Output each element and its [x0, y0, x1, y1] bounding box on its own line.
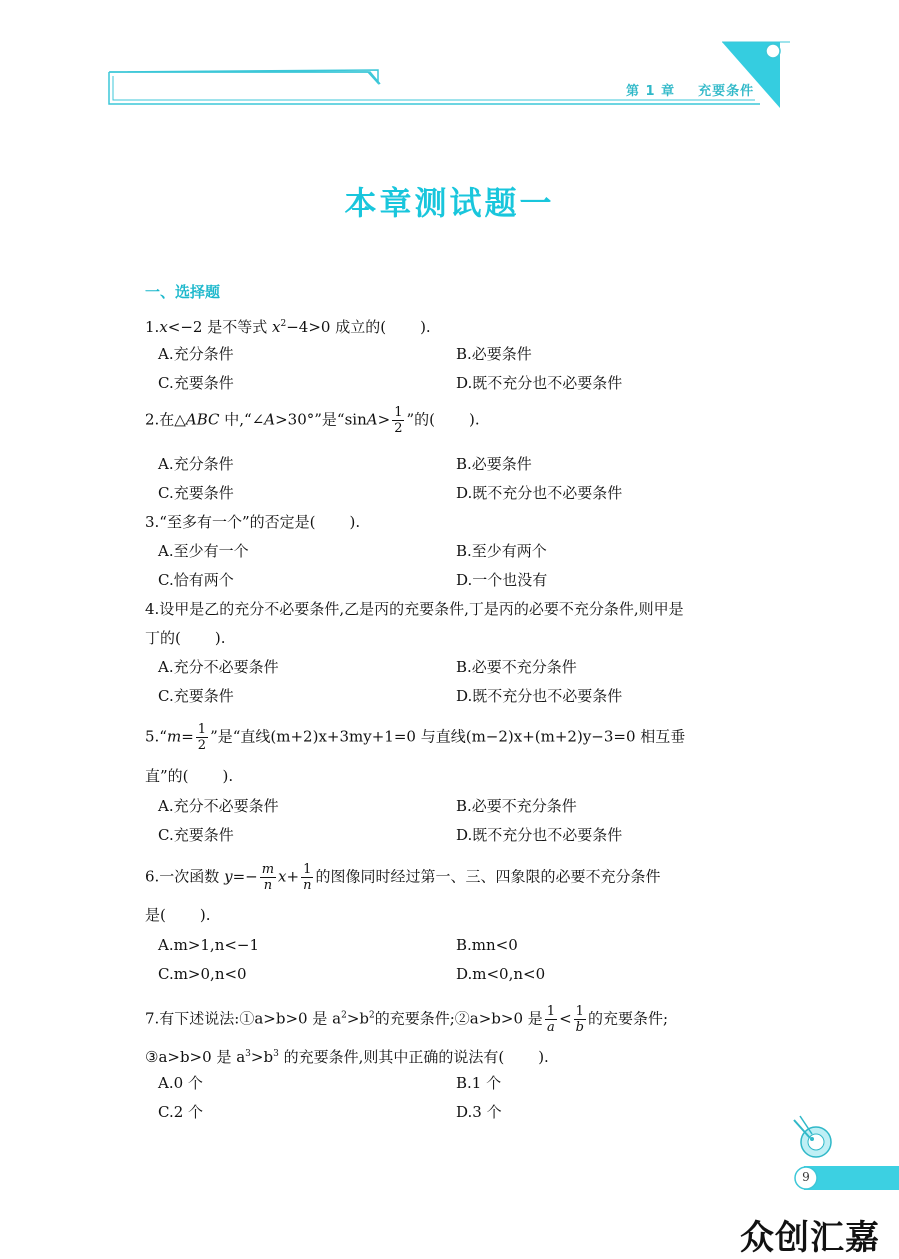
q7-option-c: C.2 个: [158, 1103, 204, 1121]
q1-option-b: B.必要条件: [456, 345, 532, 363]
q1-option-c: C.充要条件: [158, 374, 234, 392]
q7-option-a: A.0 个: [158, 1074, 203, 1092]
q1-option-a: A.充分条件: [158, 345, 234, 363]
q2-option-d: D.既不充分也不必要条件: [456, 484, 623, 502]
q6-option-d: D.m<0,n<0: [456, 965, 546, 983]
header-frame: [0, 0, 899, 130]
q7-option-b: B.1 个: [456, 1074, 502, 1092]
q2-option-b: B.必要条件: [456, 455, 532, 473]
question-2: 2.在△ABC 中,“∠A>30°”是“sinA> $\frac{1}{2}$ ”的( ).: [145, 405, 480, 436]
header-chapter: 第 1 章: [626, 84, 676, 99]
header-chapter-title: 充要条件: [698, 84, 755, 99]
page-number: 9: [802, 1170, 810, 1184]
q3-option-c: C.恰有两个: [158, 571, 234, 589]
q6-option-c: C.m>0,n<0: [158, 965, 247, 983]
question-5-line-1: 5.“m= $\frac{1}{2}$ ”是“直线(m+2)x+3my+1=0 与直线(m−2)x+(m+2)y−3=0 相互垂: [145, 722, 686, 753]
q6-option-b: B.mn<0: [456, 936, 518, 954]
q6-option-a: A.m>1,n<−1: [158, 936, 260, 954]
question-4-line-2: 丁的( ).: [145, 629, 226, 647]
question-6-line-1: 6.一次函数 y=− $\frac{m}{n}$ x+ $\frac{1}{n}$ 的图像同时经过第一、三、四象限的必要不充分条件: [145, 862, 661, 893]
question-5-line-2: 直”的( ).: [145, 767, 234, 785]
q2-option-c: C.充要条件: [158, 484, 234, 502]
q3-option-d: D.一个也没有: [456, 571, 548, 589]
q3-option-b: B.至少有两个: [456, 542, 547, 560]
mascot-icon: [788, 1112, 840, 1160]
q4-option-d: D.既不充分也不必要条件: [456, 687, 623, 705]
q4-option-a: A.充分不必要条件: [158, 658, 279, 676]
page-title: 本章测试题一: [344, 184, 555, 222]
q5-option-a: A.充分不必要条件: [158, 797, 279, 815]
q1-option-d: D.既不充分也不必要条件: [456, 374, 623, 392]
q4-option-c: C.充要条件: [158, 687, 234, 705]
question-6-line-2: 是( ).: [145, 906, 211, 924]
question-7-line-1: 7.有下述说法:①a>b>0 是 $a^2>b^2$的充要条件;②a>b>0 是 $\frac{1}{a}$ < $\frac{1}{b}$ 的充要条件;: [145, 1004, 669, 1035]
section-heading: 一、选择题: [145, 283, 221, 301]
question-4-line-1: 4.设甲是乙的充分不必要条件,乙是丙的充要条件,丁是丙的必要不充分条件,则甲是: [145, 600, 684, 618]
q7-option-d: D.3 个: [456, 1103, 502, 1121]
q5-option-b: B.必要不充分条件: [456, 797, 577, 815]
question-3: 3.“至多有一个”的否定是( ).: [145, 513, 361, 531]
q2-option-a: A.充分条件: [158, 455, 234, 473]
q4-option-b: B.必要不充分条件: [456, 658, 577, 676]
q3-option-a: A.至少有一个: [158, 542, 249, 560]
q5-option-d: D.既不充分也不必要条件: [456, 826, 623, 844]
q5-option-c: C.充要条件: [158, 826, 234, 844]
watermark: 众创汇嘉: [740, 1218, 880, 1258]
question-1: 1.x<−2 是不等式 $x^2-4>0$ 成立的( ).: [145, 318, 431, 336]
question-7-line-2: ③a>b>0 是 $a^3>b^3$ 的充要条件,则其中正确的说法有( ).: [145, 1048, 549, 1066]
